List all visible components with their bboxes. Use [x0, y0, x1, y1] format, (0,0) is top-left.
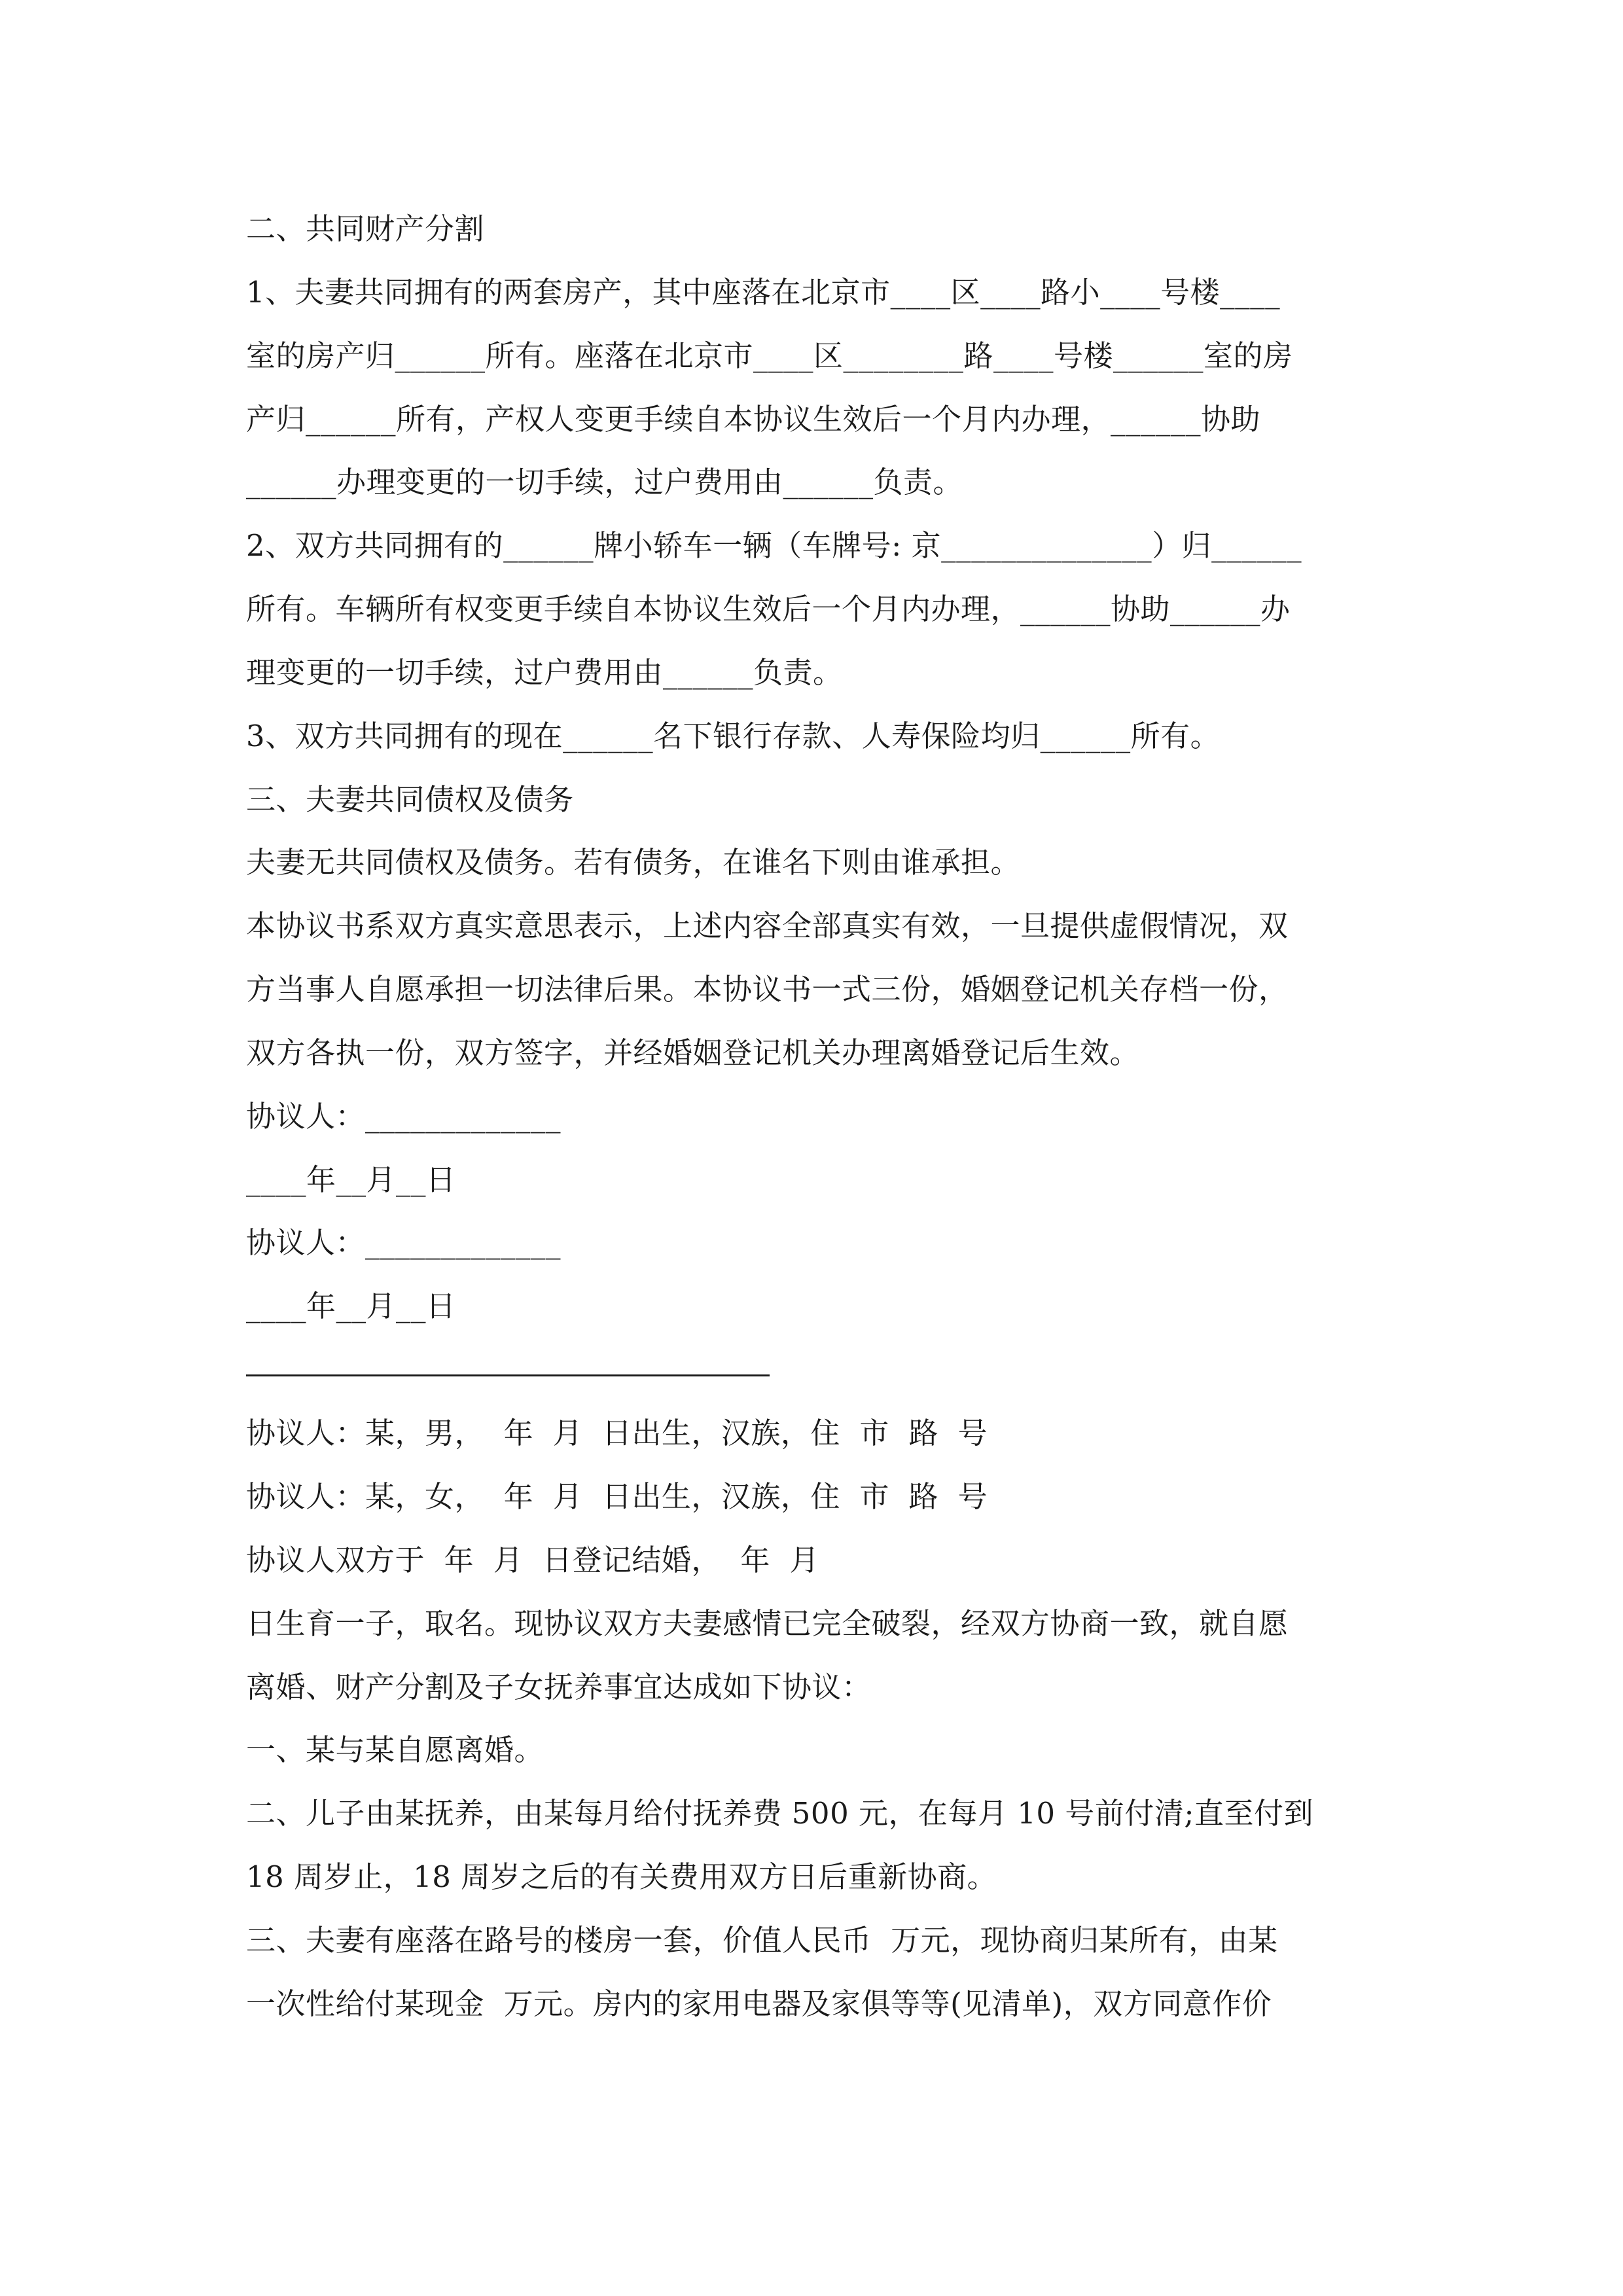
paragraph-line: 三、夫妻有座落在路号的楼房一套，价值人民币 万元，现协商归某所有，由某: [246, 1923, 1278, 1958]
section-divider: [246, 1374, 770, 1376]
signature-line: 协议人：_____________: [246, 1225, 562, 1260]
paragraph-line: 协议人双方于 年 月 日登记结婚， 年 月: [246, 1543, 820, 1577]
paragraph-line: 理变更的一切手续，过户费用由______负责。: [246, 655, 843, 690]
paragraph-line: ______办理变更的一切手续，过户费用由______负责。: [246, 465, 963, 499]
section-heading-property: 二、共同财产分割: [246, 211, 485, 246]
paragraph-line: 室的房产归______所有。座落在北京市____区________路____号楼______室的房: [246, 338, 1293, 373]
paragraph-line: 本协议书系双方真实意思表示，上述内容全部真实有效，一旦提供虚假情况，双: [246, 908, 1289, 943]
paragraph-line: 一次性给付某现金 万元。房内的家用电器及家俱等等(见清单)，双方同意作价: [246, 1986, 1272, 2021]
section-heading-debts: 三、夫妻共同债权及债务: [246, 782, 574, 817]
paragraph-line: 二、儿子由某抚养，由某每月给付抚养费 500 元，在每月 10 号前付清;直至付到: [246, 1796, 1314, 1831]
paragraph-line: 双方各执一份，双方签字，并经婚姻登记机关办理离婚登记后生效。: [246, 1035, 1140, 1070]
paragraph-line: 一、某与某自愿离婚。: [246, 1732, 544, 1767]
signature-line: 协议人：_____________: [246, 1099, 562, 1134]
paragraph-line: 夫妻无共同债权及债务。若有债务，在谁名下则由谁承担。: [246, 845, 1021, 880]
date-line: ____年__月__日: [246, 1162, 456, 1197]
paragraph-line: 3、双方共同拥有的现在______名下银行存款、人寿保险均归______所有。: [246, 719, 1221, 753]
paragraph-line: 所有。车辆所有权变更手续自本协议生效后一个月内办理，______协助______办: [246, 592, 1291, 626]
paragraph-line: 日生育一子，取名。现协议双方夫妻感情已完全破裂，经双方协商一致，就自愿: [246, 1606, 1289, 1641]
party-line: 协议人：某，男， 年 月 日出生，汉族，住 市 路 号: [246, 1416, 988, 1450]
party-line: 协议人：某，女， 年 月 日出生，汉族，住 市 路 号: [246, 1479, 988, 1514]
paragraph-line: 1、夫妻共同拥有的两套房产，其中座落在北京市____区____路小____号楼____: [246, 275, 1281, 310]
paragraph-line: 方当事人自愿承担一切法律后果。本协议书一式三份，婚姻登记机关存档一份，: [246, 972, 1289, 1007]
paragraph-line: 离婚、财产分割及子女抚养事宜达成如下协议：: [246, 1670, 872, 1704]
paragraph-line: 2、双方共同拥有的______牌小轿车一辆（车牌号: 京______________）归______: [246, 528, 1302, 563]
paragraph-line: 产归______所有，产权人变更手续自本协议生效后一个月内办理，______协助: [246, 402, 1261, 437]
paragraph-line: 18 周岁止，18 周岁之后的有关费用双方日后重新协商。: [246, 1859, 997, 1894]
date-line: ____年__月__日: [246, 1289, 456, 1323]
